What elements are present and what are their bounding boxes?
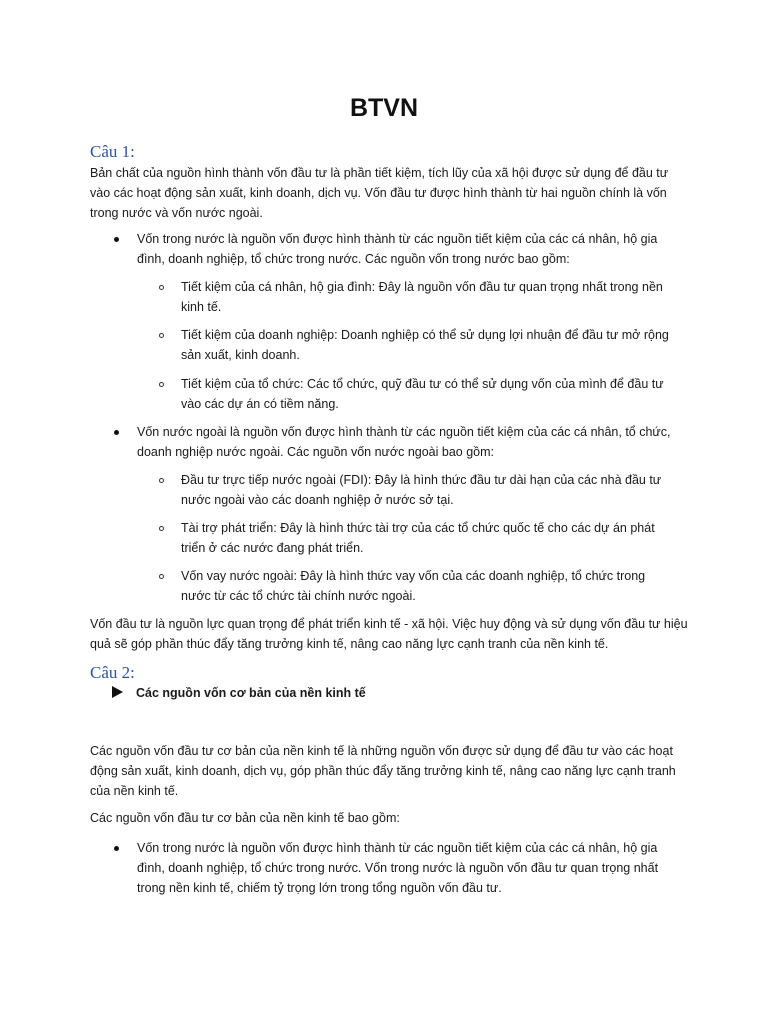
sub-item-text: Vốn vay nước ngoài: Đây là hình thức vay vốn của các doanh nghiệp, tổ chức trong nước từ các tổ chức tài chính nước ngoài. — [181, 569, 646, 603]
document-title: BTVN — [349, 94, 419, 122]
question-1-intro: Bản chất của nguồn hình thành vốn đầu tư là phần tiết kiệm, tích lũy của xã hội được sử dụng để đầu tư vào các hoạt động sản xuất, kinh doanh, dịch vụ. Vốn đầu tư được hình thành từ hai nguồn chính là vốn trong nước và vốn nước ngoài. — [90, 166, 669, 220]
sub-item-text: Tài trợ phát triển: Đây là hình thức tài trợ của các tổ chức quốc tế cho các dự án phát triển ở các nước đang phát triển. — [181, 521, 655, 555]
foreign-capital-text: Vốn nước ngoài là nguồn vốn được hình thành từ các nguồn tiết kiệm của các cá nhân, tổ chức, doanh nghiệp nước ngoài. Các nguồn vốn nước ngoài bao gồm: — [137, 425, 671, 459]
domestic-capital-text: Vốn trong nước là nguồn vốn được hình thành từ các nguồn tiết kiệm của các cá nhân, hộ gia đình, doanh nghiệp, tổ chức trong nước. Các nguồn vốn trong nước bao gồm: — [137, 232, 658, 266]
bullet-icon — [114, 430, 119, 435]
circle-bullet-icon — [159, 478, 164, 483]
question-2-paragraph: Các nguồn vốn đầu tư cơ bản của nền kinh tế là những nguồn vốn được sử dụng để đầu tư vào các hoạt động sản xuất, kinh doanh, dịch vụ, góp phần thúc đẩy tăng trưởng kinh tế, nâng cao năng lực cạnh tranh của nền kinh tế. — [90, 744, 676, 798]
arrow-bullet-icon — [112, 686, 123, 698]
circle-bullet-icon — [159, 526, 164, 531]
question-1-conclusion: Vốn đầu tư là nguồn lực quan trọng để phát triển kinh tế - xã hội. Việc huy động và sử dụng vốn đầu tư hiệu quả sẽ góp phần thúc đẩy tăng trưởng kinh tế, nâng cao năng lực cạnh tranh của nền kinh tế. — [90, 617, 688, 651]
circle-bullet-icon — [159, 333, 164, 338]
sub-item-text: Tiết kiệm của doanh nghiệp: Doanh nghiệp có thể sử dụng lợi nhuận để đầu tư mở rộng sản xuất, kinh doanh. — [181, 328, 669, 362]
question-1-heading: Câu 1: — [90, 142, 135, 161]
bullet-icon — [114, 237, 119, 242]
question-2-subheading: Các nguồn vốn cơ bản của nền kinh tế — [136, 686, 366, 700]
bullet-icon — [114, 846, 119, 851]
question-2-heading: Câu 2: — [90, 663, 135, 682]
circle-bullet-icon — [159, 285, 164, 290]
sub-item-text: Tiết kiệm của tổ chức: Các tổ chức, quỹ đầu tư có thể sử dụng vốn của mình để đầu tư vào các dự án có tiềm năng. — [181, 377, 664, 411]
circle-bullet-icon — [159, 382, 164, 387]
sub-item-text: Đầu tư trực tiếp nước ngoài (FDI): Đây là hình thức đầu tư dài hạn của các nhà đầu tư nước ngoài vào các doanh nghiệp ở nước sở tại. — [181, 473, 662, 507]
sub-item-text: Tiết kiệm của cá nhân, hộ gia đình: Đây là nguồn vốn đầu tư quan trọng nhất trong nền kinh tế. — [181, 280, 663, 314]
domestic-capital-text: Vốn trong nước là nguồn vốn được hình thành từ các nguồn tiết kiệm của các cá nhân, hộ gia đình, doanh nghiệp, tổ chức trong nước. Vốn trong nước là nguồn vốn đầu tư quan trọng nhất trong nền kinh tế, chiếm tỷ trọng lớn trong tổng nguồn vốn đầu tư. — [137, 841, 659, 895]
question-2-list-intro: Các nguồn vốn đầu tư cơ bản của nền kinh tế bao gồm: — [90, 811, 400, 825]
circle-bullet-icon — [159, 574, 164, 579]
